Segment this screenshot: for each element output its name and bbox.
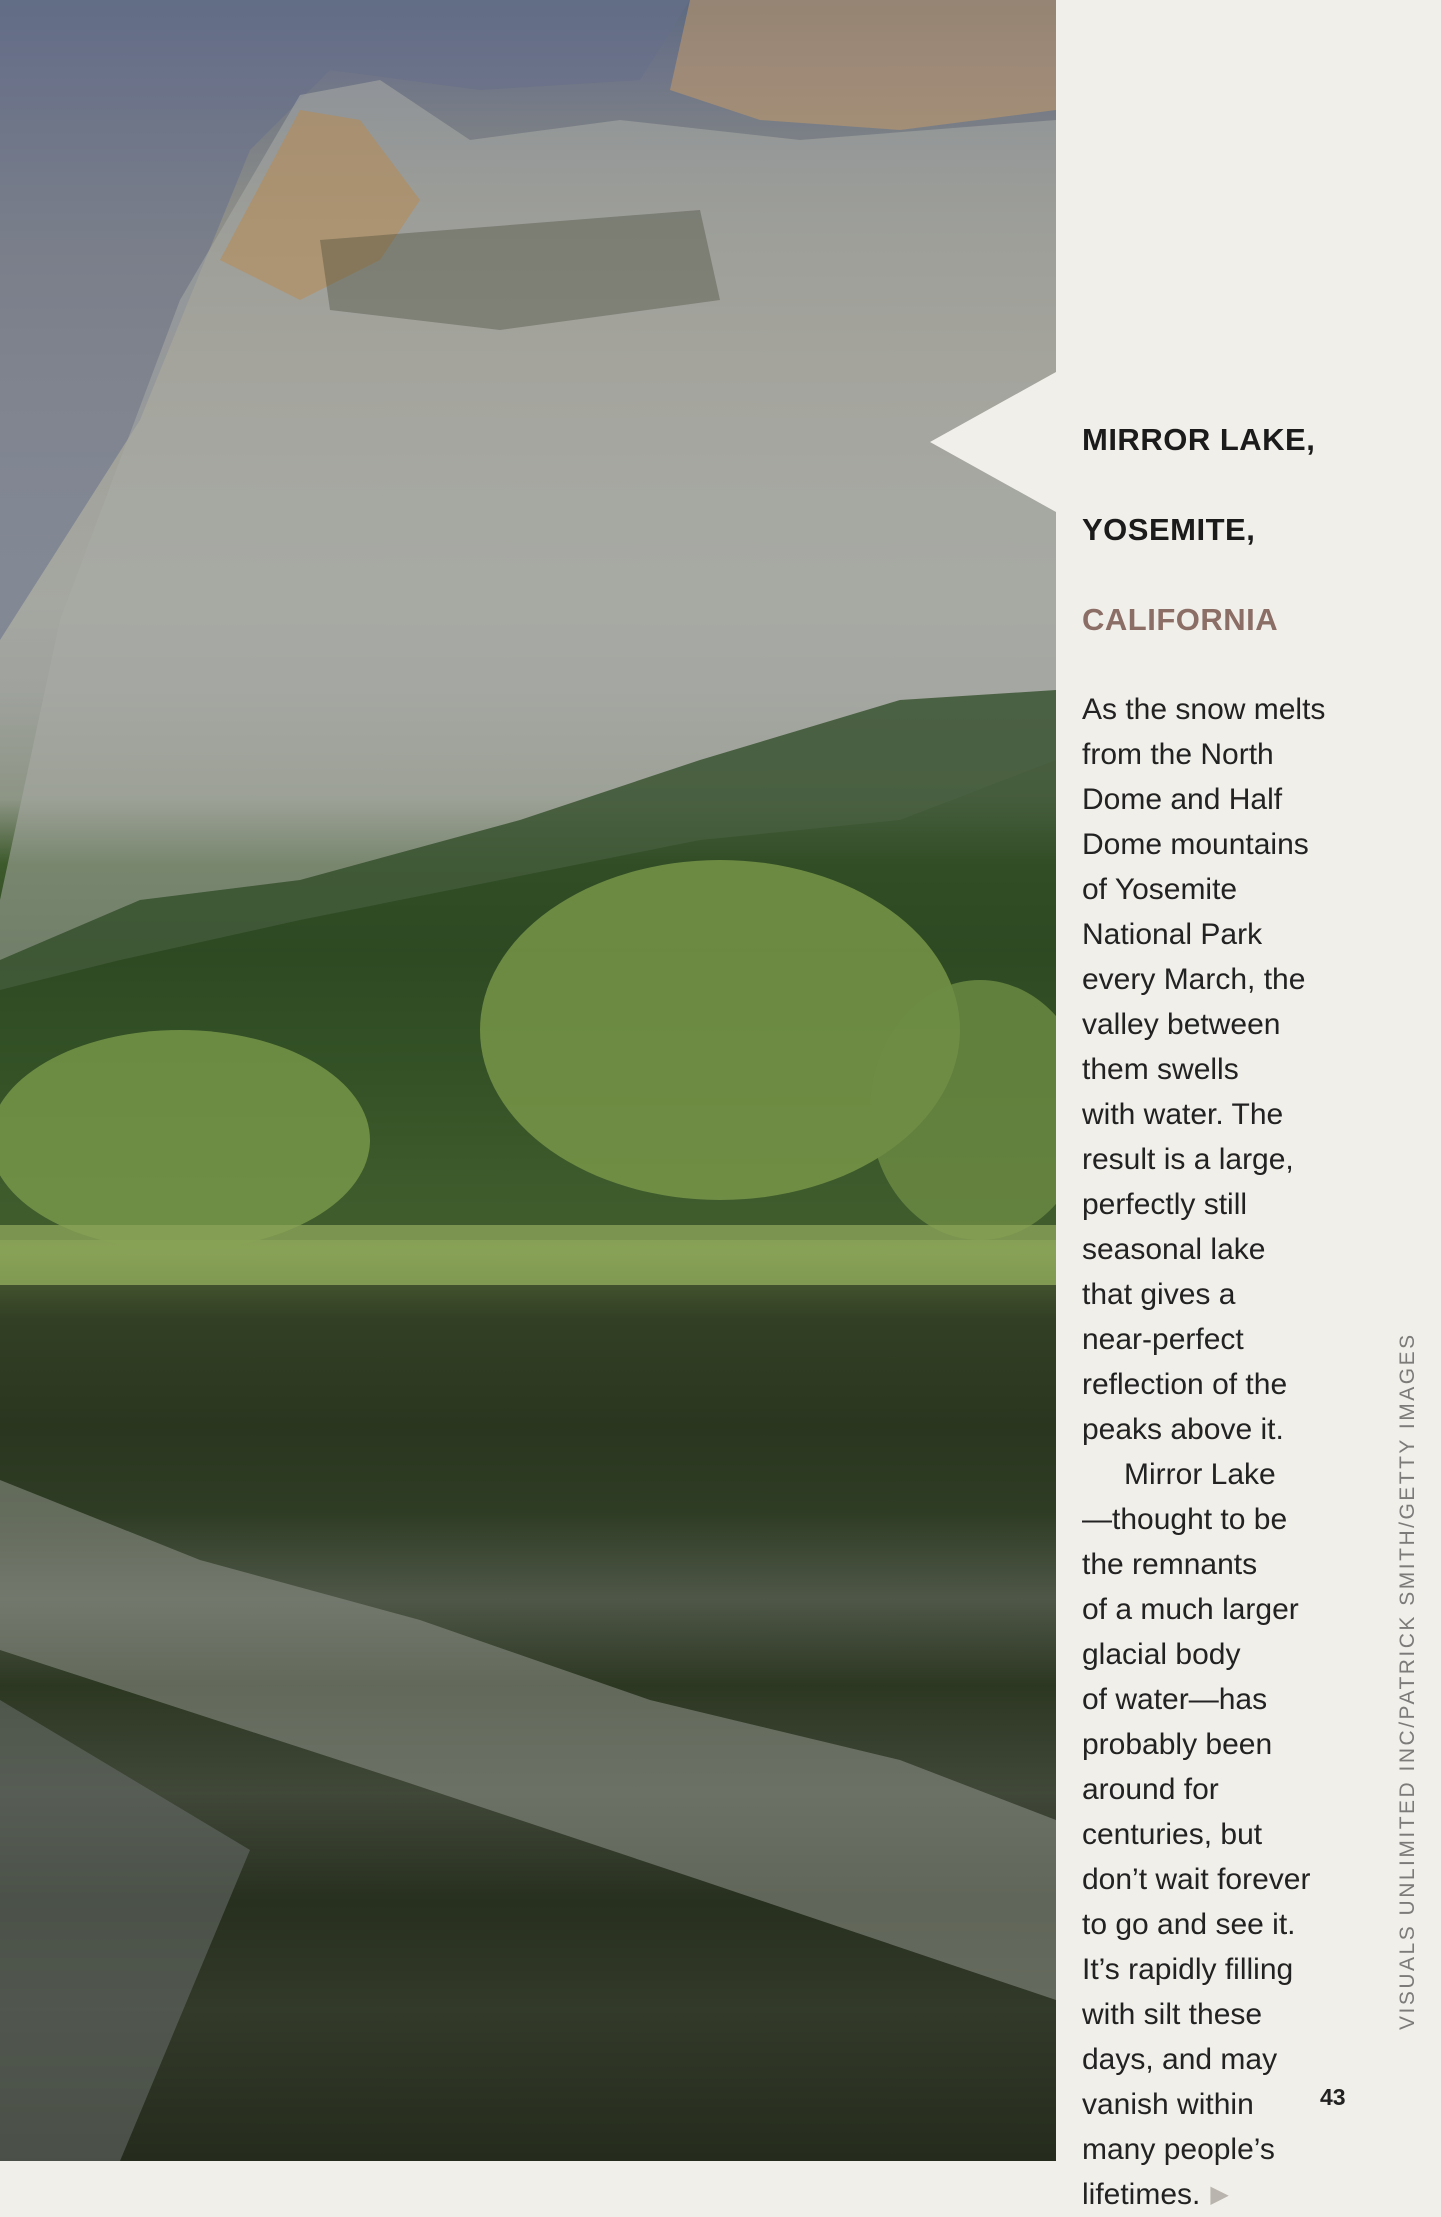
headline-location: CALIFORNIA (1082, 602, 1279, 637)
page-number: 43 (1320, 2084, 1346, 2110)
shrub-left-shape (0, 1030, 370, 1250)
photo-credit: VISUALS UNLIMITED INC/PATRICK SMITH/GETTY IMAGES (1396, 1332, 1419, 2030)
article-headline (1082, 372, 1382, 687)
headline-line-2: YOSEMITE, (1082, 512, 1256, 547)
body-paragraph-2-text: Mirror Lake —thought to be the remnants of a much larger glacial body of water—has probably been around for centuries, but don’t wait forever to go and see it. It’s rapidly filling with silt these days, and may vanish within many people’s lifetimes. (1082, 1458, 1311, 2211)
triangle-right-icon: ▶ (1210, 2181, 1229, 2208)
callout-pointer (930, 372, 1056, 512)
half-dome-shape (670, 0, 1056, 130)
headline-line-1: MIRROR LAKE, (1082, 422, 1316, 457)
meadow-grass-shape (0, 1225, 1056, 1285)
body-paragraph-1: As the snow melts from the North Dome and Half Dome mountains of Yosemite National Park every March, the valley between them swells with water. The result is a large, perfectly still seasonal lake that gives a near-perfect reflection of the peaks above it. (1082, 693, 1326, 1446)
caption-article (1082, 372, 1382, 2217)
